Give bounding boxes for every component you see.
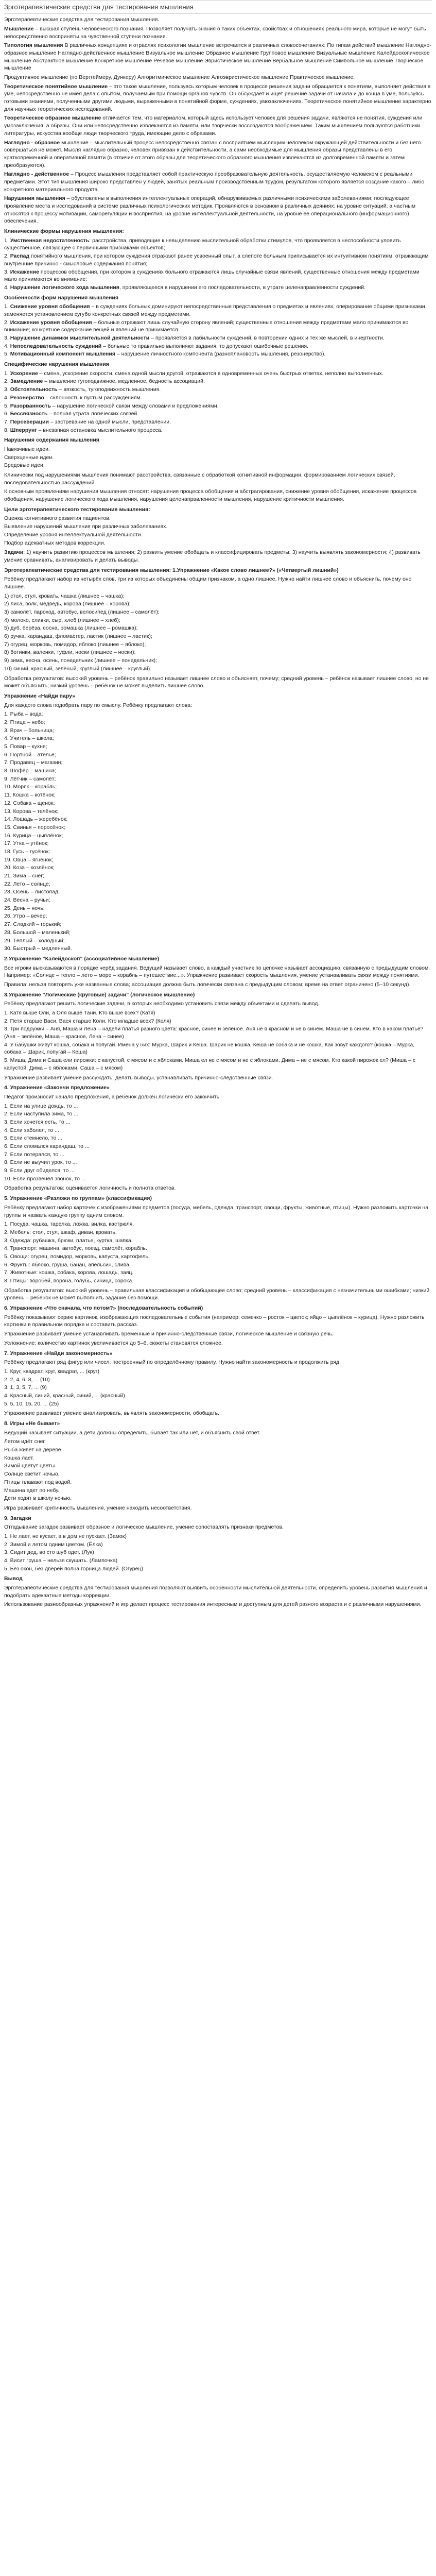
games-list: [4, 1438, 432, 1502]
exercise-2-list: [4, 710, 432, 953]
list-item: 1. Если на улице дождь, то ...: [4, 1103, 78, 1109]
list-item: 1. Посуда: чашка, тарелка, ложка, вилка, кастрюля.: [4, 1221, 134, 1228]
item-text: – полная утрата логических связей.: [47, 411, 139, 417]
list-item: 9) зима, весна, осень, понедельник (лишнее – понедельник);: [4, 657, 158, 664]
exercise-1-section: [4, 567, 432, 690]
item-number: 4.: [4, 343, 9, 349]
text: : 1) научить развитию процессов мышления; 2) развить умение обобщать и классифицировать предметы; 3) научить выявлять закономерности; 4) развивать умение сравнивать, анализировать и делать выводы.: [4, 549, 421, 563]
bottom-spacer: [4, 1610, 432, 1612]
list-item: [4, 334, 432, 342]
section-heading: Вывод: [4, 1575, 23, 1582]
list-item: 3. Три подружки – Аня, Маша и Лена – надели платья разного цвета: красное, синее и зелёное. Аня не в красном и не в синем. Маша не в синем. Кто в каком платье? (Аня – зелёное, Маша – красное, Лена – синее): [4, 1026, 424, 1040]
list-item: 8) ботинки, валенки, туфли, носки (лишнее – носки);: [4, 649, 136, 656]
exercise-3-section: [4, 955, 432, 989]
paragraph: Обработка результатов: высокий уровень – правильная классификация и обобщающее слово; средний уровень – классификация с незначительными ошибками; низкий уровень – ребёнок не может выполнить задание без помощи.: [4, 1287, 430, 1301]
item-term: Шперрунг: [10, 427, 37, 433]
item-term: Нарушение динамики мыслительной деятельности: [10, 335, 150, 341]
list-item: 10. Моряк – корабль;: [4, 784, 57, 790]
paragraph: Ребёнку показывают серию картинок, изображающих последовательные события (например: семечко – росток – цветок; яйцо – цыплёнок – курица). Нужно разложить картинки в правильном порядке и составить рассказ.: [4, 1314, 425, 1328]
paragraph: Правила: нельзя повторять уже названные слова; ассоциация должна быть логически связана с предыдущим словом; время на ответ ограничено (5–10 секунд).: [4, 981, 411, 988]
item-number: 3.: [4, 386, 9, 393]
list-item: 2. Мебель: стол, стул, шкаф, диван, кровать.: [4, 1229, 117, 1235]
paragraph: Упражнение развивает умение анализировать, выявлять закономерности, обобщать.: [4, 1410, 220, 1417]
item-term: Ускорение: [10, 370, 38, 377]
exercise-4-section: [4, 991, 432, 1082]
section-heading: Специфические нарушения мышления: [4, 361, 109, 368]
list-item: 26. Утро – вечер;: [4, 913, 47, 920]
paragraph: Ведущий называет ситуации, а дети должны определить, бывает так или нет, и объяснить свой ответ.: [4, 1429, 260, 1436]
item-text: – нарушение логической связи между словами и предложениями.: [50, 402, 219, 409]
types-list: [4, 370, 432, 434]
list-item: [4, 350, 432, 358]
list-item: 6. Портной – ателье;: [4, 751, 56, 758]
list-item: 30. Быстрый – медленный.: [4, 945, 72, 952]
text: – это такое мышление, пользуясь которым человек в процессе решения задачи обращается к понятиям, выполняет действия в уме, непосредственно не имея дела с опытом, получаемым при помощи органов чувств. Он обсуждает и ищет решение задачи от начала и до конца в уме, пользуясь готовыми знаниями, полученными другими людьми, выраженными в понятийной форме, суждениях, умозаключениях. Теоретическое понятийное мышление характерно для научных теоретических исследований.: [4, 83, 431, 112]
item-number: 5.: [4, 402, 9, 409]
paragraph: Использование разнообразных упражнений и игр делает процесс тестирования интересным и доступным для детей разного возраста и с различными нарушениями.: [4, 1601, 422, 1608]
list-item: [4, 410, 432, 418]
list-item: 2. Петя старше Васи, Вася старше Коли. Кто младше всех? (Коля): [4, 1018, 171, 1024]
intro-paragraph: [4, 25, 432, 40]
list-item: 2) лиса, волк, медведь, корова (лишнее – корова);: [4, 601, 131, 607]
item-number: 2.: [4, 319, 9, 326]
item-text: понятийного мышления, при котором суждения отражают ранее усвоенный опыт, а слепоте больным приписывается их интуитивном понятиям, отражающим внутренние причинно - смысловые содержания понятия;: [4, 253, 429, 267]
paragraph: Клинически под нарушениями мышления понимают расстройства, связанные с обработкой когнитивной информации, формированием логических связей, последовательностью рассуждений.: [4, 472, 395, 486]
list-item: [4, 237, 432, 252]
item-text: процессов обобщения, при котором в суждениях больного отражаются лишь случайные связи явлений, существенные отношения между предметами мало принимаются во внимание;: [4, 268, 420, 283]
section-heading: Эрготерапевтические средства для тестирования мышления: 1.Упражнение «Какое слово лишнее?» («Четвертый лишний»): [4, 567, 339, 573]
list-item: 4. Красный, синий, красный, синий, ... (красный): [4, 1392, 125, 1399]
list-item: Птицы плавают под водой.: [4, 1479, 72, 1485]
intro-paragraph: [4, 139, 432, 170]
list-item: 13. Корова – телёнок;: [4, 808, 59, 815]
list-item: 5. Повар – кухня;: [4, 743, 47, 750]
section-heading: 4. Упражнение «Закончи предложение»: [4, 1084, 110, 1091]
intro-subtitle: Эрготерапевтические средства для тестирования мышления.: [4, 16, 160, 23]
list-item: [4, 284, 432, 292]
list-item: [4, 319, 432, 334]
item-number: 1.: [4, 370, 9, 377]
section-heading: Упражнение «Найди пару»: [4, 692, 76, 699]
list-item: 7. Продавец – магазин;: [4, 759, 63, 766]
section-heading: Клинические формы нарушения мышления:: [4, 228, 124, 235]
paragraph: Ребёнку предлагают ряд фигур или чисел, построенный по определённому правилу. Нужно найти закономерность и продолжить ряд.: [4, 1359, 341, 1366]
paragraph: Обработка результатов: оценивается логичность и полнота ответов.: [4, 1185, 176, 1192]
item-number: 2.: [4, 253, 9, 260]
list-item: 4. Висит груша – нельзя скушать. (Лампочка): [4, 1557, 118, 1564]
item-number: 3.: [4, 335, 9, 341]
list-item: 1) стол, стул, кровать, чашка (лишнее – чашка);: [4, 592, 125, 599]
list-item: 10. Если прозвенел звонок, то ...: [4, 1175, 86, 1182]
intro-paragraph: [4, 42, 432, 72]
paragraph: Упражнение развивает умение рассуждать, делать выводы, устанавливать причинно-следственные связи.: [4, 1074, 273, 1081]
text: – Процесс мышления представляет собой практическую преобразовательную деятельность, осуществляемую человеком с реальными предметами. Этот тип мышления широко представлен у людей, занятых реальным производственным трудом, результатом которого является создание какого – либо конкретного материального продукта.: [4, 171, 425, 193]
list-item: Рыба живёт на дереве.: [4, 1447, 63, 1453]
list-item: 1. Не лает, не кусает, а в дом не пускает. (Замок): [4, 1533, 127, 1539]
games-section: [4, 1420, 432, 1512]
list-item: Определение уровня интеллектуальной деятельности.: [4, 531, 143, 538]
riddles-section: [4, 1515, 432, 1573]
tasks-list: [4, 515, 432, 547]
list-item: 10) синий, красный, зелёный, круглый (лишнее – круглый).: [4, 665, 152, 672]
list-item: 3. Врач – больница;: [4, 727, 54, 734]
list-item: 2. Зимой и летом одним цветом. (Ёлка): [4, 1541, 103, 1548]
section-heading: 5. Упражнение «Разложи по группам» (классификация): [4, 1195, 152, 1202]
term: Типология мышления: [4, 42, 63, 49]
paragraph: Упражнение развивает умение устанавливать временные и причинно-следственные связи, логическое мышление и связную речь.: [4, 1331, 334, 1337]
term: Наглядно - действенное: [4, 171, 69, 178]
item-number: 4.: [4, 394, 9, 401]
list-item: [4, 418, 432, 426]
list-item: 12. Собака – щенок;: [4, 800, 55, 806]
list-item: 9. Лётчик – самолёт;: [4, 775, 56, 782]
list-item: Навязчивые идеи.: [4, 446, 50, 452]
list-item: 6. Если сломался карандаш, то ...: [4, 1143, 90, 1149]
item-term: Персеверации: [10, 418, 49, 425]
list-item: [4, 427, 432, 434]
item-number: 6.: [4, 411, 9, 417]
section-heading: Цели эрготерапевтического тестирования мышления:: [4, 506, 150, 513]
list-item: 4. Учитель – школа;: [4, 735, 54, 742]
list-item: [4, 378, 432, 385]
item-term: Искажение уровня обобщения: [10, 319, 92, 326]
item-text: – вязкость, тугоподвижность мышления.: [57, 386, 161, 393]
list-item: 3. Если хочется есть, то ...: [4, 1118, 71, 1125]
exercise-6-list: [4, 1221, 432, 1285]
list-item: 5. 5, 10, 15, 20, ... (25): [4, 1400, 59, 1407]
exercise-4-list: [4, 1009, 432, 1072]
section-heading: Особенности форм нарушения мышления: [4, 294, 118, 301]
paragraph: Ребёнку предлагают набор карточек с изображениями предметов (посуда, мебель, одежда, транспорт, овощи, фрукты, животные, птицы). Нужно разложить карточки на группы и назвать каждую группу одним словом.: [4, 1204, 429, 1218]
list-item: Кошка лает.: [4, 1454, 34, 1461]
list-item: 8. Если не выучил урок, то ...: [4, 1159, 77, 1166]
item-text: – больные отражают лишь случайную сторону явлений; существенные отношения между предметами мало принимаются во внимание; конкретное содержание вещей и явлений не принимается.: [4, 319, 409, 333]
list-item: 5) дуб, берёза, сосна, ромашка (лишнее – ромашка);: [4, 625, 138, 632]
item-term: Разорванность: [10, 402, 51, 409]
item-term: Бессвязность: [10, 411, 48, 417]
list-item: 16. Курица – цыплёнок;: [4, 832, 63, 839]
list-item: 2. 2, 4, 6, 8, ... (10): [4, 1376, 50, 1383]
list-item: Подбор адекватных методов коррекции.: [4, 539, 106, 546]
list-item: Солнце светит ночью.: [4, 1471, 60, 1478]
list-item: 4) молоко, сливки, сыр, хлеб (лишнее – хлеб);: [4, 617, 120, 623]
list-item: 21. Зима – снег;: [4, 873, 45, 879]
paragraph: Обработка результатов: высокий уровень – ребёнок правильно называет лишнее слово и объясняет, почему; средний уровень – ребёнок называет лишнее слово, но не может объяснить; низкий уровень – ребёнок не может выделить лишнее слово.: [4, 675, 429, 689]
list-item: [4, 370, 432, 378]
item-term: Умственная недостаточность: [10, 237, 90, 244]
list-item: Летом идёт снег.: [4, 1438, 46, 1445]
paragraph: Для каждого слова подобрать пару по смыслу. Ребёнку предлагают слова:: [4, 702, 192, 708]
list-item: Оценка когнитивного развития пациентов.: [4, 515, 111, 522]
list-item: 29. Тёплый – холодный;: [4, 937, 65, 944]
operations-section: [4, 228, 432, 292]
list-item: [4, 268, 432, 283]
term: Теоретическое понятийное мышление: [4, 83, 108, 90]
item-number: 8.: [4, 427, 9, 433]
section-heading: 6. Упражнение «Что сначала, что потом?» (последовательность событий): [4, 1305, 203, 1312]
paragraph: [4, 549, 432, 564]
text: мышление – мыслительный процесс непосредственно связан с восприятием мыслящим человеком окружающей действительности и без него совершаться не может. Мысля наглядно образно, человек привязан к действительности, а сами необходимые для мышления образы представлены в его кратковременной и оперативной памяти (в отличие от этого образы для теоретического образного мышления извлекаются из долговременной памяти и затем преобразуются).: [4, 139, 421, 168]
item-term: Искажение: [10, 268, 39, 275]
section-heading: 9. Загадки: [4, 1515, 31, 1521]
list-item: [4, 402, 432, 410]
conclusion-section: [4, 1575, 432, 1608]
list-item: 28. Большой – маленький;: [4, 929, 71, 936]
types-section: [4, 361, 432, 434]
item-term: Замедление: [10, 378, 43, 385]
list-item: 5. Овощи: огурец, помидор, морковь, капуста, картофель.: [4, 1253, 150, 1260]
list-item: 8. Птицы: воробей, ворона, голубь, синица, сорока.: [4, 1278, 134, 1284]
exercise-8-list: [4, 1368, 432, 1408]
text: В различных концепциях и отраслях психологии мышление встречается в различных словосочетаниях: По типам действий мышление Наглядно-образное мышление Наглядно-действенное мышление Визуальное мышление Образное мышление Групповое мышление Визуальные мышление Калейдоскопическое мышление Абстрактное мышление Конкретное мышление Речевое мышление Эвристическое мышление Вербальное мышление Символьное мышление Творческое мышление: [4, 42, 431, 72]
item-text: – проявляется в лабильности суждений, в повторении одних и тех же мыслей, в инертности.: [149, 335, 385, 341]
list-item: Машина едет по небу.: [4, 1487, 60, 1494]
title-bar: [4, 0, 432, 14]
list-item: 19. Овца – ягнёнок;: [4, 856, 54, 863]
thinking-list: [4, 446, 432, 469]
list-item: 18. Гусь – гусёнок;: [4, 848, 50, 855]
list-item: 9. Если друг обиделся, то ...: [4, 1167, 75, 1174]
item-term: Резонерство: [10, 394, 44, 401]
intro-paragraph: Продуктивное мышление (по Вертгеймеру, Дункеру) Алгоритмическое мышление Алгоэвристическое мышление Практическое мышление.: [4, 74, 355, 80]
paragraph: Ребёнку предлагают набор из четырёх слов, три из которых объединены общим признаком, а одно лишнее. Нужно найти лишнее слово и объяснить, почему оно лишнее.: [4, 576, 412, 590]
list-item: 11. Кошка – котёнок;: [4, 792, 56, 799]
section-heading: 8. Игры «Не бывает»: [4, 1420, 60, 1427]
list-item: 6. Фрукты: яблоко, груша, банан, апельсин, слива.: [4, 1261, 131, 1268]
paragraph: Ребёнку предлагают решить логические задачи, в которых необходимо установить связи между объектами и сделать вывод.: [4, 1001, 320, 1007]
paragraph: Педагог произносит начало предложения, а ребёнок должен логически его закончить.: [4, 1093, 221, 1100]
operations-list: [4, 237, 432, 292]
item-text: – нарушение личностного компонента (разноплановость мышления, резонерство).: [115, 351, 326, 358]
paragraph: Отгадывание загадок развивает образное и логическое мышление, умение сопоставлять признаки предметов.: [4, 1524, 284, 1531]
page-title: Зрготерапевтические средства для тестирования мышления: [4, 3, 194, 11]
list-item: 17. Утка – утёнок;: [4, 840, 49, 847]
item-text: , проявляющееся в нарушении его последовательности, в утрате целенаправленности суждений.: [119, 284, 366, 291]
list-item: Сверхценные идеи.: [4, 454, 54, 461]
text: – высшая ступень человеческого познания. Позволяет получать знания о таких объектах, свойствах и отношениях реального мира, которые не могут быть непосредственно восприняты на чувственной ступени познания.: [4, 25, 426, 40]
intro-paragraph: [4, 171, 432, 193]
section-heading: 7. Упражнение «Найди закономерность»: [4, 1350, 113, 1357]
item-text: – застревание на одной мысли, представлении.: [48, 418, 171, 425]
item-number: 5.: [4, 351, 9, 358]
list-item: Дети ходят в школу ночью.: [4, 1495, 72, 1502]
exercise-6-section: [4, 1195, 432, 1302]
item-term: Нарушение логического хода мышления: [10, 284, 119, 291]
list-item: 22. Лето – солнце;: [4, 880, 50, 887]
item-text: – внезапная остановка мыслительного процесса.: [37, 427, 163, 433]
term: Наглядно - образное: [4, 139, 60, 146]
exercise-8-section: [4, 1350, 432, 1418]
list-item: 1. Рыба – вода;: [4, 711, 43, 718]
list-item: 8. Шофёр – машина;: [4, 768, 57, 774]
term: Нарушения мышления: [4, 195, 65, 202]
exercise-5-section: [4, 1084, 432, 1192]
paragraph: Все игроки высказываются в порядке черёд задания. Ведущий называет слово, а каждый участник по цепочке называет ассоциацию, связанную с предыдущим словом. Например: «Солнце – тепло – лето – море – корабль – путешествие...». Упражнение развивает скорость мышления, умение устанавливать связи между понятиями.: [4, 964, 430, 979]
list-item: Бредовые идеи.: [4, 462, 45, 469]
paragraph: К основным проявлениям нарушения мышления относят: нарушения процесса обобщения и абстрагирования, снижение уровня обобщения, искажение процессов обобщения, нарушение логического хода мышления, нарушения целенаправленности мышления, нарушение критичности мышления.: [4, 488, 417, 503]
term: Мышление: [4, 25, 34, 32]
list-item: 7. Если потерялся, то ...: [4, 1151, 65, 1158]
item-term: Мотивационный компонент мышления: [10, 351, 115, 358]
list-item: [4, 252, 432, 267]
list-item: 14. Лошадь – жеребёнок;: [4, 816, 68, 823]
item-number: 7.: [4, 418, 9, 425]
paragraph: Усложнение: количество картинок увеличивается до 5–6, сюжеты становятся сложнее.: [4, 1340, 223, 1346]
section-heading: 3.Упражнение "Логические (круговые) задачи" (логическое мышление): [4, 991, 195, 998]
riddles-list: [4, 1533, 432, 1572]
term: Задачи: [4, 549, 24, 556]
list-item: 24. Весна – ручьи;: [4, 897, 50, 904]
item-term: Распад: [10, 253, 30, 260]
item-term: Обстоятельность: [10, 386, 58, 393]
list-item: [4, 303, 432, 318]
list-item: 3. Одежда: рубашка, брюки, платье, куртка, шапка.: [4, 1237, 133, 1244]
list-item: 1. Круг, квадрат, круг, квадрат, ... (круг): [4, 1368, 100, 1375]
item-number: 4.: [4, 284, 9, 291]
paragraph: Игра развивает критичность мышления, умение находить несоответствия.: [4, 1504, 192, 1511]
exercise-1-list: [4, 592, 432, 673]
item-number: 1.: [4, 237, 9, 244]
intro-paragraph: [4, 83, 432, 113]
list-item: 5. Без окон, без дверей полна горница людей. (Огурец): [4, 1565, 143, 1572]
exercise-7-section: [4, 1304, 432, 1347]
item-number: 3.: [4, 268, 9, 275]
list-item: 6) ручка, карандаш, фломастер, ластик (лишнее – ластик);: [4, 633, 152, 640]
list-item: 5. Если стемнело, то ...: [4, 1135, 63, 1142]
item-term: Непоследовательность суждений: [10, 343, 102, 349]
section-heading: Нарушения содержания мышления: [4, 437, 99, 444]
list-item: 20. Коза – козлёнок;: [4, 865, 55, 871]
list-item: 3. Сидит дед, во сто шуб одет. (Лук): [4, 1549, 94, 1556]
forms-section: [4, 294, 432, 359]
intro-paragraph: [4, 195, 432, 225]
exercise-5-list: [4, 1103, 432, 1183]
list-item: [4, 343, 432, 350]
list-item: 4. У бабушки живут кошка, собака и попугай. Имена у них: Мурка, Шарик и Кеша. Шарик не кошка, Кеша не собака и не кошка. Как зовут каждого? (кошка – Мурка, собака – Шарик, попугай – Кеша): [4, 1041, 415, 1056]
list-item: 4. Транспорт: машина, автобус, поезд, самолёт, корабль.: [4, 1245, 147, 1252]
list-item: 25. День – ночь;: [4, 905, 45, 911]
text: отличается тем, что материалом, который здесь использует человек для решения задачи, являются не понятия, суждения или умозаключения, а образы. Они или непосредственно извлекаются из памяти, или творчески воссоздаются воображением. Таким мышлением пользуются работники литературы, искусства вообще люди творческого труда, имеющие дело с образами.: [4, 115, 423, 137]
list-item: 27. Сладкий – горький;: [4, 921, 62, 928]
list-item: [4, 394, 432, 402]
intro-section: [4, 16, 432, 225]
item-number: 1.: [4, 303, 9, 310]
item-text: – склонность к пустым рассуждениям.: [44, 394, 142, 401]
item-number: 2.: [4, 378, 9, 385]
list-item: 3. 1, 3, 5, 7, ... (9): [4, 1384, 47, 1391]
thinking-section: [4, 436, 432, 503]
list-item: 1. Катя выше Оли, а Оля выше Тани. Кто выше всех? (Катя): [4, 1010, 155, 1016]
forms-list: [4, 303, 432, 358]
list-item: Выявление нарушений мышления при различных заболеваниях.: [4, 523, 168, 530]
list-item: 4. Если заболел, то ...: [4, 1127, 59, 1133]
item-text: – смена, ускорение скорости, смена одной мысли другой, отражаются в одновременных очень быстрых ответах, неполно выполненных.: [38, 370, 383, 377]
item-text: – в суждениях больных доминируют непосредственные представления о предметах и явлениях, оперирование общими признаками заменяется установлением сугубо конкретных связей между предметами.: [4, 303, 425, 317]
list-item: 15. Свинья – поросёнок;: [4, 824, 65, 831]
term: Теоретическое образное мышление: [4, 115, 101, 122]
list-item: [4, 386, 432, 394]
list-item: 23. Осень – листопад;: [4, 889, 60, 895]
item-term: Снижение уровня обобщения: [10, 303, 90, 310]
list-item: Зимой цветут цветы.: [4, 1463, 57, 1469]
item-text: – больные то правильно выполняют задания, то допускают ошибочные решения.: [101, 343, 308, 349]
list-item: 2. Если наступила зима, то ...: [4, 1111, 78, 1117]
item-text: – мышление тугоподвижное, медленное, бедность ассоциаций.: [43, 378, 205, 385]
intro-paragraph: [4, 114, 432, 137]
paragraph: Эрготерапевтические средства для тестирования мышления позволяют выявить особенности мыслительной деятельности, определить уровень развития мышления и подобрать адекватные методы коррекции.: [4, 1585, 427, 1599]
item-text: : расстройства, приводящие к невыделению мыслительной обработки стимулов, что проявляется в неспособности уловить существенное, связующее с первичными признаками объектов;: [4, 237, 401, 251]
text: – обусловлены в выполнения интеллектуальных операций, обнаруживаемых различными психическими заболеваниями; последующее проявление места и исследований в системе различных психологических методик. Проявляются в основном в различных деяниях: на уровне ситуаций, а частным относятся к процессу мотивации, саморегуляции и восприятия, на уровне интеллектуальной деятельности, на уровне ее операционального (информационного) обеспечения.: [4, 195, 416, 225]
list-item: 7. Животные: кошка, собака, корова, лошадь, заяц.: [4, 1269, 134, 1276]
tasks-section: [4, 506, 432, 564]
exercise-2-section: [4, 692, 432, 953]
list-item: 7) огурец, морковь, помидор, яблоко (лишнее – яблоко);: [4, 641, 146, 648]
list-item: 3) самолёт, пароход, автобус, велосипед (лишнее – самолёт);: [4, 609, 160, 615]
list-item: 2. Птица – небо;: [4, 719, 45, 725]
list-item: 5. Миша, Дима и Саша ели пирожки: с капустой, с мясом и с яблоками. Миша ел не с мясом и не с яблоками, Дима – не с мясом. Кто какой пирожок ел? (Миша – с капустой, Дима – с яблоками, Саша – с мясом): [4, 1057, 416, 1071]
section-heading: 2.Упражнение "Калейдоскоп" (ассоциативное мышление): [4, 955, 160, 962]
